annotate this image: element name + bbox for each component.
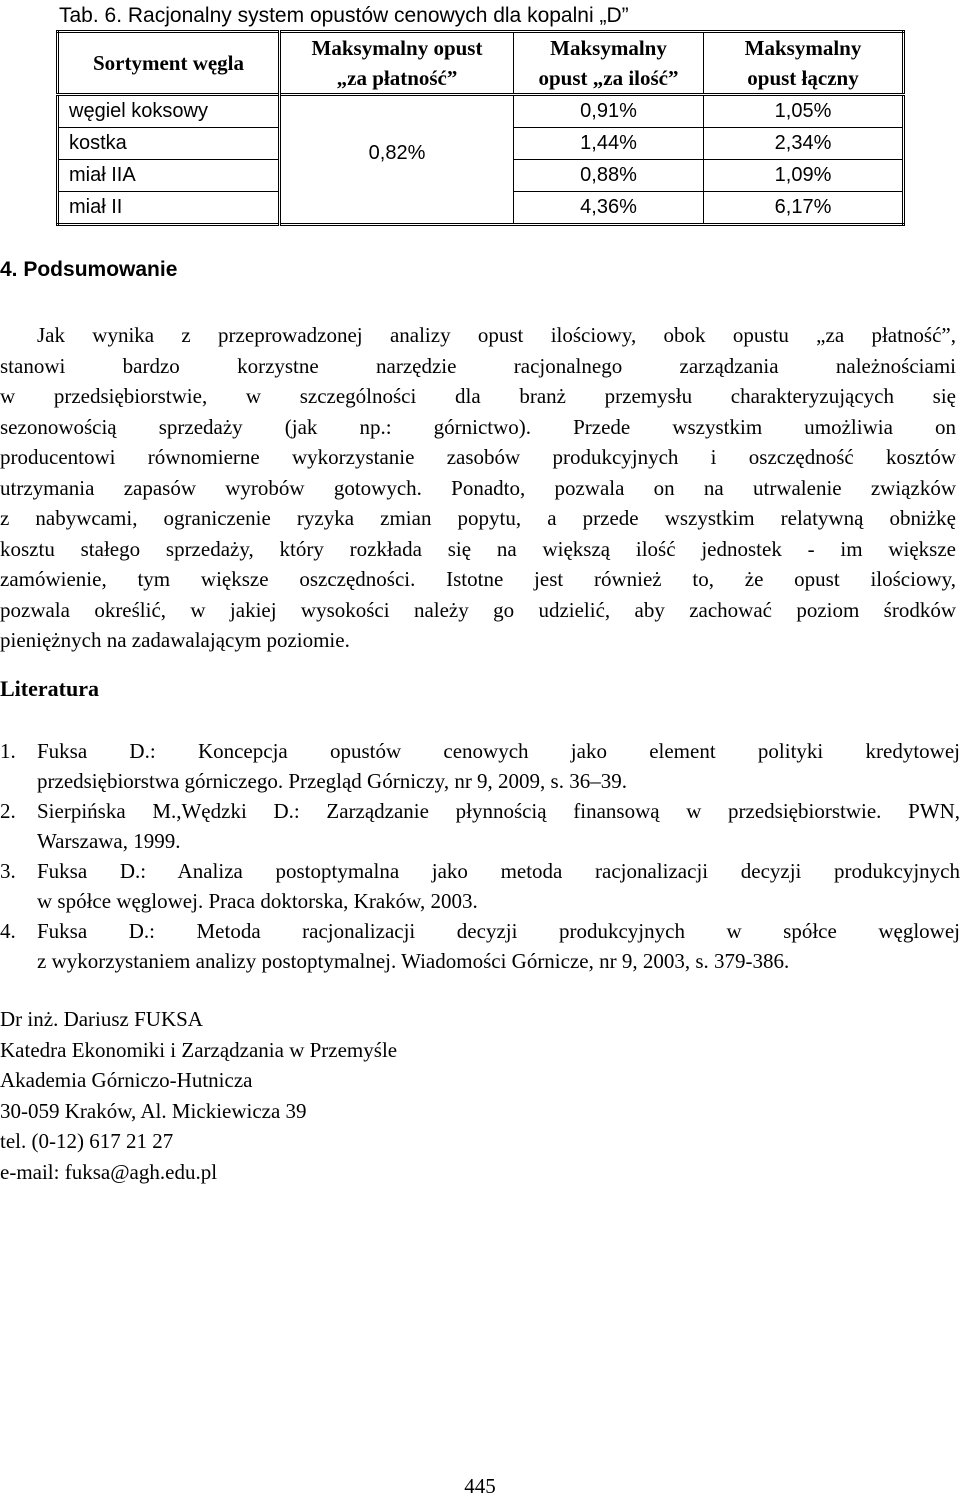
cell-quantity-discount: 4,36% [514, 192, 704, 225]
reference-number: 2. [0, 799, 16, 823]
table-caption: Tab. 6. Racjonalny system opustów cenowych dla kopalni „D” [59, 4, 629, 27]
paragraph-line: Jak wynika z przeprowadzonej analizy opust ilościowy, obok opustu „za płatność”, [37, 323, 956, 347]
cell-total-discount: 1,09% [704, 160, 904, 192]
cell-name: miał IIA [58, 160, 280, 192]
reference-item [0, 736, 960, 796]
cell-payment-discount-merged: 0,82% [280, 95, 514, 225]
summary-paragraph [0, 320, 956, 656]
cell-quantity-discount: 1,44% [514, 128, 704, 160]
reference-item [0, 856, 960, 916]
author-department: Katedra Ekonomiki i Zarządzania w Przemyśle [0, 1037, 398, 1062]
paragraph-line: pozwala określić, w jakiej wysokości należy go udzielić, aby zachować poziom środków [0, 597, 956, 622]
author-block [0, 1004, 397, 1187]
discount-table [56, 30, 905, 226]
header-total-discount: Maksymalny opust łączny [704, 32, 904, 95]
paragraph-line: utrzymania zapasów wyrobów gotowych. Ponadto, pozwala on na utrwalenie związków [0, 475, 956, 500]
reference-text: Fuksa D.: Koncepcja opustów cenowych jako element polityki kredytowej [37, 739, 960, 763]
cell-name: węgiel koksowy [58, 95, 280, 128]
cell-quantity-discount: 0,88% [514, 160, 704, 192]
reference-number: 1. [0, 739, 16, 763]
cell-total-discount: 1,05% [704, 95, 904, 128]
paragraph-line: pieniężnych na zadawalającym poziomie. [0, 628, 350, 652]
header-payment-discount: Maksymalny opust „za płatność” [280, 32, 514, 95]
paragraph-line: z nabywcami, ograniczenie ryzyka zmian popytu, a przede wszystkim relatywną obniżkę [0, 506, 956, 530]
literature-heading: Literatura [0, 676, 99, 701]
reference-item [0, 916, 960, 976]
author-address: 30-059 Kraków, Al. Mickiewicza 39 [0, 1098, 307, 1123]
author-name: Dr inż. Dariusz FUKSA [0, 1007, 203, 1031]
paragraph-line: stanowi bardzo korzystne narzędzie racjonalnego zarządzania należnościami [0, 353, 956, 378]
paragraph-line: sezonowością sprzedaży (jak np.: górnictwo). Przede wszystkim umożliwia on [0, 414, 956, 439]
paragraph-line: w przedsiębiorstwie, w szczególności dla branż przemysłu charakteryzujących się [0, 384, 956, 408]
table-header-row [58, 32, 904, 95]
reference-text-continued: Warszawa, 1999. [37, 829, 181, 853]
cell-total-discount: 6,17% [704, 192, 904, 225]
reference-text-continued: w spółce węglowej. Praca doktorska, Kraków, 2003. [37, 889, 478, 913]
paragraph-line: kosztu stałego sprzedaży, który rozkłada się na większą ilość jednostek - im większe [0, 536, 956, 561]
author-email: e-mail: fuksa@agh.edu.pl [0, 1159, 218, 1184]
cell-total-discount: 2,34% [704, 128, 904, 160]
reference-text-continued: przedsiębiorstwa górniczego. Przegląd Górniczy, nr 9, 2009, s. 36–39. [37, 769, 627, 793]
section-heading: 4. Podsumowanie [0, 258, 178, 281]
reference-text: Sierpińska M.,Wędzki D.: Zarządzanie płynnością finansową w przedsiębiorstwie. PWN, [37, 799, 960, 823]
reference-text: Fuksa D.: Analiza postoptymalna jako metoda racjonalizacji decyzji produkcyjnych [37, 859, 960, 883]
header-quantity-discount: Maksymalny opust „za ilość” [514, 32, 704, 95]
reference-text-continued: z wykorzystaniem analizy postoptymalnej. Wiadomości Górnicze, nr 9, 2003, s. 379-386. [37, 949, 790, 973]
cell-name: miał II [58, 192, 280, 225]
header-assortment: Sortyment węgla [58, 32, 280, 95]
cell-name: kostka [58, 128, 280, 160]
paragraph-line: producentowi równomierne wykorzystanie zasobów produkcyjnych i oszczędność kosztów [0, 445, 956, 469]
author-phone: tel. (0-12) 617 21 27 [0, 1129, 174, 1153]
reference-number: 3. [0, 859, 16, 883]
reference-list [0, 736, 960, 976]
paragraph-line: zamówienie, tym większe oszczędności. Istotne jest również to, że opust ilościowy, [0, 567, 956, 591]
author-university: Akademia Górniczo-Hutnicza [0, 1068, 253, 1092]
reference-item [0, 796, 960, 856]
reference-text: Fuksa D.: Metoda racjonalizacji decyzji produkcyjnych w spółce węglowej [37, 919, 960, 943]
table-row [58, 95, 904, 128]
cell-quantity-discount: 0,91% [514, 95, 704, 128]
reference-number: 4. [0, 919, 16, 943]
page-number: 445 [464, 1474, 496, 1498]
